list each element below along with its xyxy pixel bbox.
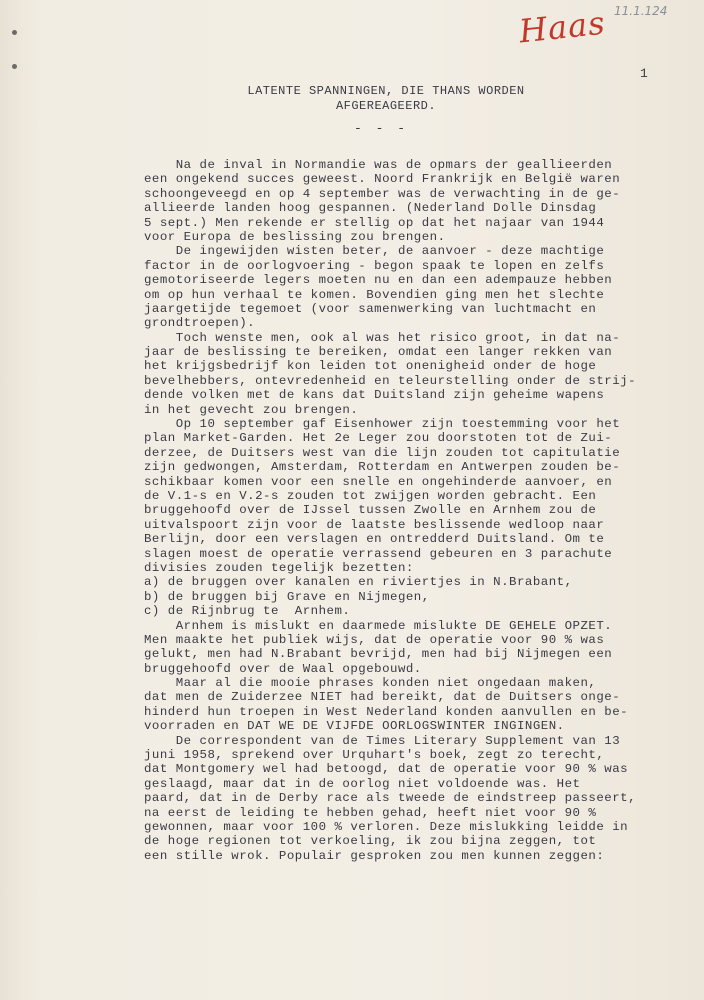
text-line: 5 sept.) Men rekende er stellig op dat het najaar van 1944	[144, 215, 605, 230]
text-line: paard, dat in de Derby race als tweede de eindstreep passeert,	[144, 791, 637, 806]
text-line: Op 10 september gaf Eisenhower zijn toestemming voor het	[144, 417, 621, 432]
text-line: na eerst de leiding te hebben gehad, heeft niet voor 90 %	[144, 805, 597, 820]
punch-hole	[12, 30, 17, 35]
text-line: jaar de beslissing te bereiken, omdat een langer rekken van	[144, 345, 613, 360]
text-line: gewonnen, maar voor 100 % verloren. Deze mislukking leidde in	[144, 819, 629, 834]
text-line: Maar al die mooie phrases konden niet ongedaan maken,	[144, 676, 597, 691]
text-line: dat Montgomery wel had betoogd, dat de operatie voor 90 % was	[144, 762, 629, 777]
text-line: een ongekend succes geweest. Noord Frankrijk en België waren	[144, 172, 621, 187]
text-line: bevelhebbers, ontevredenheid en teleurstelling onder de strij-	[144, 373, 637, 388]
text-line: Men maakte het publiek wijs, dat de operatie voor 90 % was	[144, 632, 605, 647]
text-line: plan Market-Garden. Het 2e Leger zou doorstoten tot de Zui-	[144, 431, 613, 446]
text-line: zijn gedwongen, Amsterdam, Rotterdam en Antwerpen zouden be-	[144, 460, 621, 475]
text-line: a) de bruggen over kanalen en riviertjes in N.Brabant,	[144, 575, 573, 590]
text-line: een stille wrok. Populair gesproken zou men kunnen zeggen:	[144, 848, 605, 863]
title-separator: - - -	[354, 121, 409, 136]
text-line: allieerde landen hoog gespannen. (Nederland Dolle Dinsdag	[144, 201, 597, 216]
reference-number: 11.1.124	[614, 4, 668, 18]
text-line: hinderd hun troepen in West Nederland konden aanvullen en be-	[144, 704, 629, 719]
text-line: factor in de oorlogvoering - begon spaak te lopen en zelfs	[144, 258, 605, 273]
text-line: bruggehoofd over de Waal opgebouwd.	[144, 661, 422, 676]
text-line: in het gevecht zou brengen.	[144, 402, 359, 417]
text-line: Berlijn, door een verslagen en ontredderd Duitsland. Om te	[144, 532, 605, 547]
text-line: grondtroepen).	[144, 316, 256, 331]
text-line: dende volken met de kans dat Duitsland zijn geheime wapens	[144, 388, 605, 403]
handwritten-name: Haas	[517, 3, 608, 51]
text-line: schikbaar komen voor een snelle en ongehinderde aanvoer, en	[144, 474, 613, 489]
text-line: schoongeveegd en op 4 september was de verwachting in de ge-	[144, 186, 621, 201]
text-line: de V.1-s en V.2-s zouden tot zwijgen worden gebracht. Een	[144, 488, 597, 503]
text-line: jaargetijde tegemoet (voor samenwerking van luchtmacht en	[144, 301, 597, 316]
title-line-2: AFGEREAGEERD.	[335, 99, 437, 113]
text-line: bruggehoofd over de IJssel tussen Zwolle en Arnhem zou de	[144, 503, 597, 518]
text-line: de hoge regionen tot verkoeling, ik zou bijna zeggen, tot	[144, 834, 597, 849]
text-line: geslaagd, maar dat in de oorlog niet voldoende was. Het	[144, 776, 581, 791]
text-line: gelukt, men had N.Brabant bevrijd, men had bij Nijmegen een	[144, 647, 613, 662]
text-line: voor Europa de beslissing zou brengen.	[144, 229, 446, 244]
text-line: het krijgsbedrijf kon leiden tot onenigheid onder de hoge	[144, 359, 597, 374]
text-line: gemotoriseerde legers moeten nu en dan een adempauze hebben	[144, 273, 613, 288]
text-line: om op hun verhaal te komen. Bovendien ging men het slechte	[144, 287, 605, 302]
text-line: derzee, de Duitsers west van die lijn zouden tot capitulatie	[144, 445, 621, 460]
text-line: Arnhem is mislukt en daarmede mislukte DE GEHELE OPZET.	[144, 618, 613, 633]
page-number: 1	[640, 66, 648, 81]
text-line: De ingewijden wisten beter, de aanvoer - deze machtige	[144, 244, 605, 259]
text-line: dat men de Zuiderzee NIET had bereikt, dat de Duitsers onge-	[144, 690, 621, 705]
document-body	[144, 158, 684, 863]
text-line: Na de inval in Normandie was de opmars der geallieerden	[144, 158, 613, 172]
text-line: Toch wenste men, ook al was het risico groot, in dat na-	[144, 330, 621, 345]
punch-hole	[12, 64, 17, 69]
text-line: juni 1958, sprekend over Urquhart's boek, zegt zo terecht,	[144, 748, 605, 763]
title-line-1: LATENTE SPANNINGEN, DIE THANS WORDEN	[247, 84, 525, 98]
text-line: voorraden en DAT WE DE VIJFDE OORLOGSWINTER INGINGEN.	[144, 719, 565, 734]
text-line: De correspondent van de Times Literary Supplement van 13	[144, 733, 621, 748]
text-line: c) de Rijnbrug te Arnhem.	[144, 604, 351, 619]
text-line: divisies zouden tegelijk bezetten:	[144, 560, 414, 575]
text-line: uitvalspoort zijn voor de laatste beslissende wedloop naar	[144, 517, 605, 532]
document-title	[186, 84, 586, 114]
text-line: b) de bruggen bij Grave en Nijmegen,	[144, 589, 430, 604]
text-line: slagen moest de operatie verrassend gebeuren en 3 parachute	[144, 546, 613, 561]
